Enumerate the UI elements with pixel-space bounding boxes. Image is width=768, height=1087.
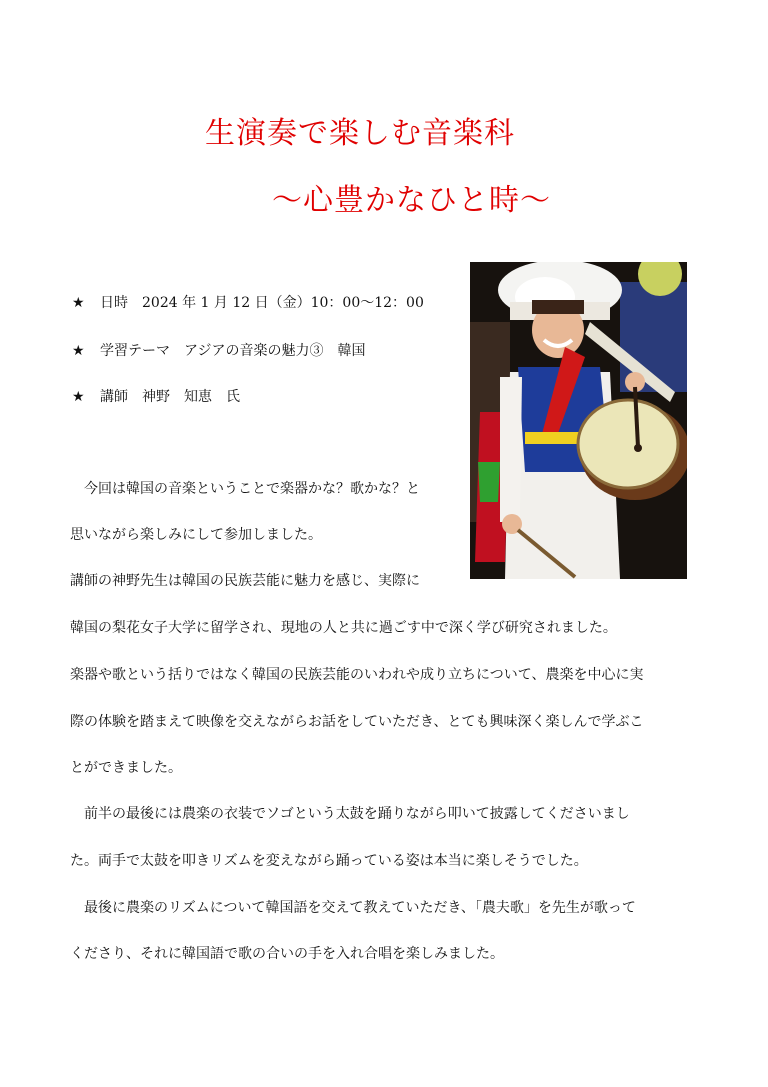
page-title: 生演奏で楽しむ音楽科 bbox=[205, 116, 515, 151]
star-icon: ★ bbox=[72, 343, 85, 359]
body-line-1: 今回は韓国の音楽ということで楽器かな？歌かな？と bbox=[70, 481, 420, 497]
info-theme-text: 学習テーマ アジアの音楽の魅力③ 韓国 bbox=[100, 343, 366, 359]
body-line-10: 最後に農楽のリズムについて韓国語を交えて教えていただき、「農夫歌」を先生が歌って bbox=[70, 900, 636, 916]
star-icon: ★ bbox=[72, 389, 85, 405]
info-lecturer bbox=[72, 386, 240, 406]
star-icon: ★ bbox=[72, 295, 85, 311]
info-theme bbox=[72, 340, 365, 360]
body-line-11: くださり、それに韓国語で歌の合いの手を入れ合唱を楽しみました。 bbox=[70, 946, 504, 962]
body-line-6: 際の体験を踏まえて映像を交えながらお話をしていただき、とても興味深く楽しんで学ぶこ bbox=[70, 714, 644, 730]
info-date bbox=[72, 292, 424, 312]
info-lecturer-text: 講師 神野 知恵 氏 bbox=[100, 389, 240, 405]
body-line-3: 講師の神野先生は韓国の民族芸能に魅力を感じ、実際に bbox=[70, 573, 420, 589]
body-line-7: とができました。 bbox=[70, 760, 182, 776]
body-line-5: 楽器や歌という括りではなく韓国の民族芸能のいわれや成り立ちについて、農楽を中心に実 bbox=[70, 667, 644, 683]
body-line-2: 思いながら楽しみにして参加しました。 bbox=[70, 527, 322, 543]
body-line-4: 韓国の梨花女子大学に留学され、現地の人と共に過ごす中で深く学び研究されました。 bbox=[70, 620, 617, 636]
body-line-8: 前半の最後には農楽の衣装でソゴという太鼓を踊りながら叩いて披露してくださいまし bbox=[70, 806, 630, 822]
info-date-text: 日時 2024 年 1 月 12 日（金）10：00～12：00 bbox=[100, 295, 424, 311]
body-line-9: た。両手で太鼓を叩きリズムを変えながら踊っている姿は本当に楽しそうでした。 bbox=[70, 853, 588, 869]
page-subtitle: ～心豊かなひと時～ bbox=[272, 183, 551, 218]
performer-photo bbox=[470, 262, 687, 579]
